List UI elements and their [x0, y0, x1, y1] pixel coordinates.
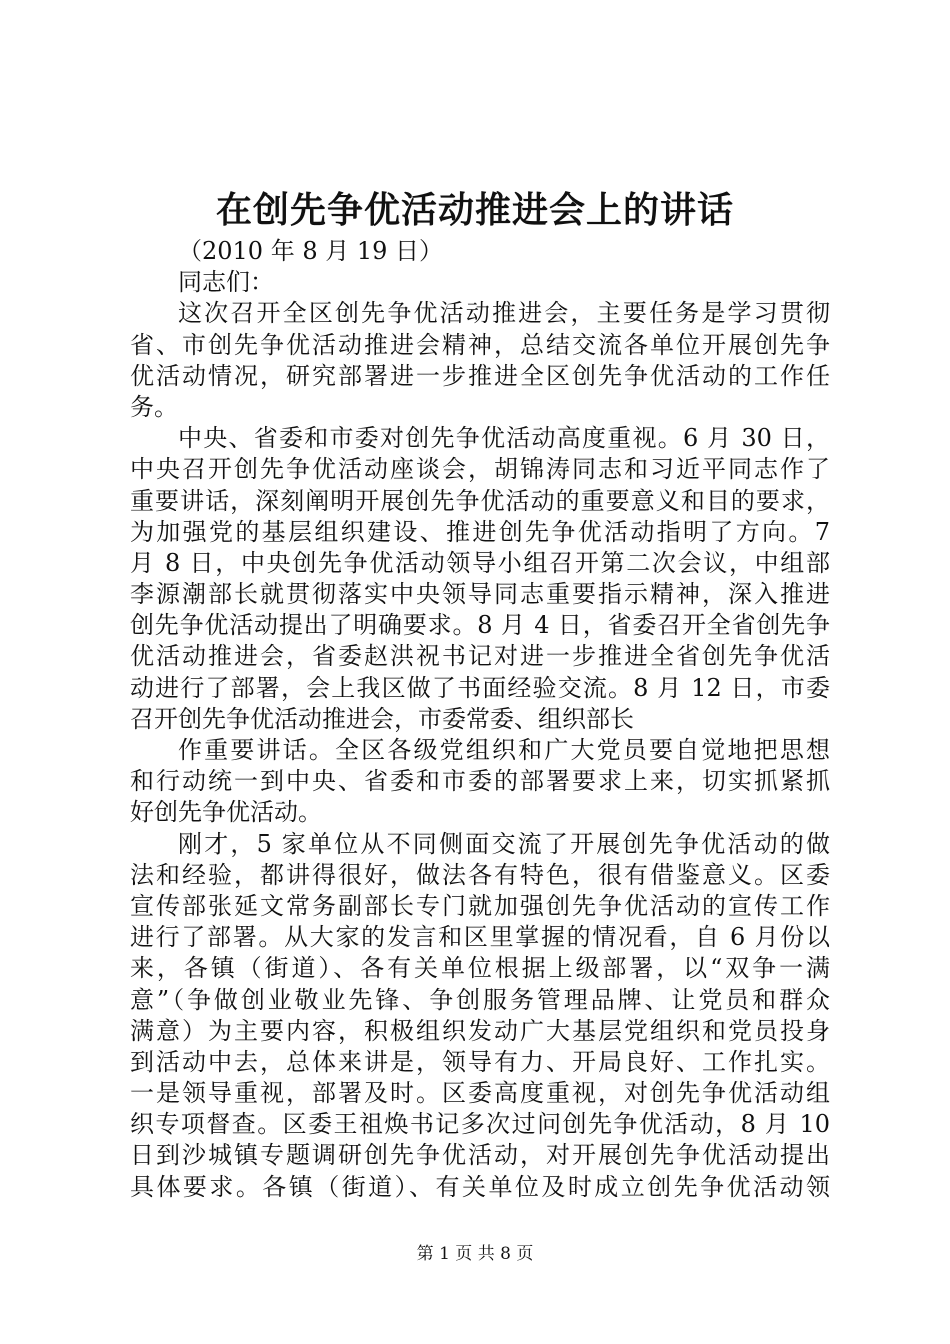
text-line: 优活动推进会，省委赵洪祝书记对进一步推进全省创先争优活 [130, 642, 830, 671]
text-line: 李源潮部长就贯彻落实中央领导同志重要指示精神，深入推进 [130, 580, 830, 609]
text-line: （2010 年 8 月 19 日） [178, 237, 444, 265]
text-line: 月 8 日，中央创先争优活动领导小组召开第二次会议，中组部 [130, 548, 830, 577]
text-line: 满意）为主要内容，积极组织发动广大基层党组织和党员投身 [130, 1016, 830, 1045]
text-line: 重要讲话，深刻阐明开展创先争优活动的重要意义和目的要求， [130, 486, 830, 515]
text-line: 省、市创先争优活动推进会精神，总结交流各单位开展创先争 [130, 330, 830, 359]
text-line: 优活动情况，研究部署进一步推进全区创先争优活动的工作任 [130, 361, 830, 390]
text-line: 创先争优活动提出了明确要求。8 月 4 日，省委召开全省创先争 [130, 611, 830, 640]
document-title: 在创先争优活动推进会上的讲话 [215, 189, 734, 231]
document-body [130, 236, 830, 1203]
text-line: 同志们： [178, 268, 274, 297]
text-line: 一是领导重视，部署及时。区委高度重视，对创先争优活动组 [130, 1079, 830, 1108]
text-line: 具体要求。各镇（街道）、有关单位及时成立创先争优活动领 [130, 1172, 830, 1201]
text-line: 务。 [130, 392, 178, 421]
text-line: 法和经验，都讲得很好，做法各有特色，很有借鉴意义。区委 [130, 860, 830, 889]
text-line: 日到沙城镇专题调研创先争优活动，对开展创先争优活动提出 [130, 1141, 830, 1170]
text-line: 中央、省委和市委对创先争优活动高度重视。6 月 30 日， [178, 424, 830, 453]
page-footer: 第 1 页 共 8 页 [416, 1244, 534, 1264]
text-line: 宣传部张延文常务副部长专门就加强创先争优活动的宣传工作 [130, 891, 830, 920]
text-line: 来，各镇（街道）、各有关单位根据上级部署，以“双争一满 [130, 954, 830, 983]
text-line: 刚才，5 家单位从不同侧面交流了开展创先争优活动的做 [178, 829, 830, 858]
text-line: 这次召开全区创先争优活动推进会，主要任务是学习贯彻 [178, 299, 830, 328]
text-line: 织专项督查。区委王祖焕书记多次过问创先争优活动，8 月 10 [130, 1110, 830, 1139]
text-line: 作重要讲话。全区各级党组织和广大党员要自觉地把思想 [178, 736, 830, 764]
text-line: 召开创先争优活动推进会，市委常委、组织部长 [130, 704, 634, 733]
text-line: 好创先争优活动。 [130, 798, 322, 827]
text-line: 进行了部署。从大家的发言和区里掌握的情况看，自 6 月份以 [130, 923, 830, 952]
text-line: 中央召开创先争优活动座谈会，胡锦涛同志和习近平同志作了 [130, 455, 830, 484]
text-line: 意”（争做创业敬业先锋、争创服务管理品牌、让党员和群众 [130, 985, 830, 1014]
text-line: 动进行了部署，会上我区做了书面经验交流。8 月 12 日，市委 [130, 673, 830, 702]
text-line: 为加强党的基层组织建设、推进创先争优活动指明了方向。7 [130, 517, 830, 546]
text-line: 到活动中去，总体来讲是，领导有力、开局良好、工作扎实。 [130, 1047, 830, 1076]
text-line: 和行动统一到中央、省委和市委的部署要求上来，切实抓紧抓 [130, 767, 830, 796]
